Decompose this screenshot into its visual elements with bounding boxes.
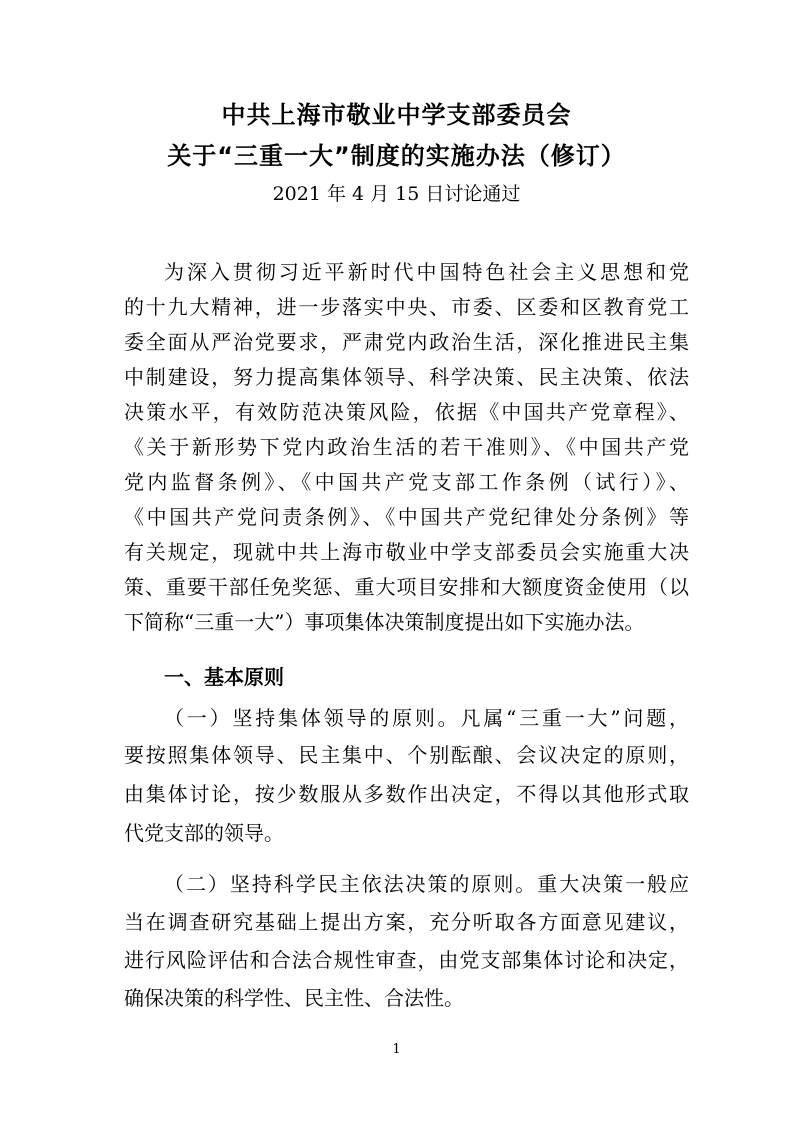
intro-line: 中制建设，努力提高集体领导、科学决策、民主决策、依法 xyxy=(124,365,689,389)
adoption-date: 2021 年 4 月 15 日讨论通过 xyxy=(272,183,521,205)
principle-2-line: 当在调查研究基础上提出方案，充分听取各方面意见建议， xyxy=(124,910,689,934)
intro-line: 《中国共产党问责条例》、《中国共产党纪律处分条例》等 xyxy=(124,505,689,529)
intro-line: 为深入贯彻习近平新时代中国特色社会主义思想和党 xyxy=(164,260,689,284)
principle-2-line: 确保决策的科学性、民主性、合法性。 xyxy=(124,986,464,1010)
intro-line: 策、重要干部任免奖惩、重大项目安排和大额度资金使用（以 xyxy=(124,575,689,599)
principle-2-line: 进行风险评估和合法合规性审查，由党支部集体讨论和决定， xyxy=(124,948,689,972)
intro-line: 委全面从严治党要求，严肃党内政治生活，深化推进民主集 xyxy=(124,330,689,354)
intro-line: 的十九大精神，进一步落实中央、市委、区委和区教育党工 xyxy=(124,295,689,319)
intro-line: 决策水平，有效防范决策风险，依据《中国共产党章程》、 xyxy=(124,400,689,424)
principle-2-line: （二）坚持科学民主依法决策的原则。重大决策一般应 xyxy=(164,872,689,896)
section-heading: 一、基本原则 xyxy=(164,665,284,689)
principle-1-line: 由集体讨论，按少数服从多数作出决定，不得以其他形式取 xyxy=(124,782,689,806)
intro-line: 有关规定，现就中共上海市敬业中学支部委员会实施重大决 xyxy=(124,540,689,564)
page-number: 1 xyxy=(392,1042,401,1057)
principle-1-line: 要按照集体领导、民主集中、个别酝酿、会议决定的原则， xyxy=(124,743,689,767)
intro-line: 党内监督条例》、《中国共产党支部工作条例（试行）》、 xyxy=(124,470,689,494)
principle-1-line: （一）坚持集体领导的原则。凡属“三重一大”问题， xyxy=(164,706,689,730)
intro-line: 《关于新形势下党内政治生活的若干准则》、《中国共产党 xyxy=(124,435,689,459)
principle-1-line: 代党支部的领导。 xyxy=(124,821,284,845)
intro-line: 下简称“三重一大”）事项集体决策制度提出如下实施办法。 xyxy=(124,610,645,634)
document-title-line-1: 中共上海市敬业中学支部委员会 xyxy=(221,101,572,129)
document-title-line-2: 关于“三重一大”制度的实施办法（修订） xyxy=(167,142,626,170)
